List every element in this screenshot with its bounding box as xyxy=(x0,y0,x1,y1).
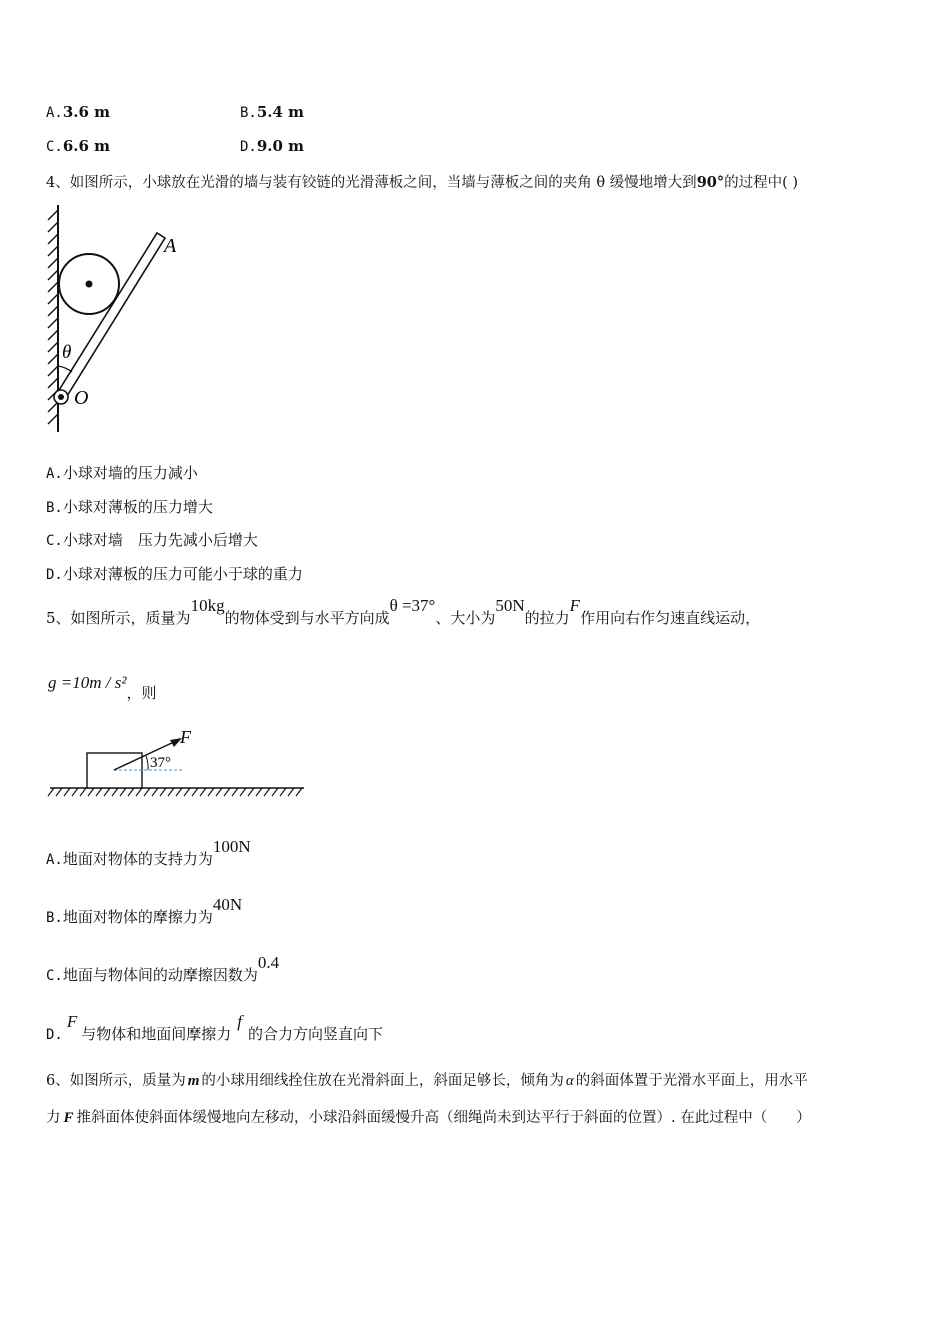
ball-center xyxy=(86,281,93,288)
option-label: C. xyxy=(46,139,63,155)
label-angle: 37° xyxy=(150,755,171,771)
q6-text-1a: 如图所示，质量为 xyxy=(69,1073,186,1089)
option-value: 100N xyxy=(212,837,251,856)
option-label: A. xyxy=(46,105,63,121)
q3-option-b xyxy=(240,103,304,121)
question-number: 6、 xyxy=(46,1073,70,1089)
q4-option-b xyxy=(46,496,213,517)
option-text: 地面对物体的支持力为 xyxy=(62,850,213,868)
q5-text-6: ，则 xyxy=(126,684,157,702)
question-number: 5、 xyxy=(46,609,71,627)
option-text: 小球对墙 压力先减小后增大 xyxy=(62,531,258,549)
q6-text-1b: 的小球用细线拴住放在光滑斜面上，斜面足够长，倾角为 xyxy=(201,1073,564,1089)
option-label: A. xyxy=(46,852,63,868)
q4-stem-text: 如图所示，小球放在光滑的墙与装有铰链的光滑薄板之间，当墙与薄板之间的夹角 θ 缓慢地增大到 xyxy=(69,175,697,191)
question-number: 4、 xyxy=(46,175,70,191)
q4-option-a xyxy=(46,462,198,483)
label-theta: θ xyxy=(62,342,72,363)
q6-force-symbol: F xyxy=(63,1110,74,1126)
q6-stem-line2 xyxy=(46,1106,811,1127)
label-o: O xyxy=(74,387,89,409)
q4-figure xyxy=(40,200,200,440)
ground-hatching xyxy=(48,788,304,796)
option-label: C. xyxy=(46,968,63,984)
q6-stem-line1 xyxy=(46,1069,808,1090)
q3-option-a xyxy=(46,103,110,121)
option-value: 40N xyxy=(212,895,243,914)
q4-stem xyxy=(46,171,798,192)
q3-option-c xyxy=(46,137,110,155)
option-text: 地面与物体间的动摩擦因数为 xyxy=(62,966,258,984)
option-value: 3.6 m xyxy=(62,103,111,121)
label-a: A xyxy=(164,235,177,257)
q5-option-d xyxy=(46,1012,384,1044)
q5-option-a xyxy=(46,837,251,869)
option-label: A. xyxy=(46,466,63,482)
option-value: 5.4 m xyxy=(256,103,305,121)
q6-alpha-symbol: α xyxy=(565,1073,574,1089)
label-f: F xyxy=(180,727,191,747)
q4-option-c xyxy=(46,529,258,550)
q5-text-2: 的物体受到与水平方向成 xyxy=(224,609,390,627)
option-value: 0.4 xyxy=(257,953,280,972)
option-text: 小球对薄板的压力可能小于球的重力 xyxy=(62,565,303,583)
q5-text-5: 作用向右作匀速直线运动， xyxy=(580,609,761,627)
q3-option-d xyxy=(240,137,304,155)
option-text: 地面对物体的摩擦力为 xyxy=(62,908,213,926)
q5-text-1: 如图所示，质量为 xyxy=(70,609,191,627)
option-value: 9.0 m xyxy=(256,137,305,155)
q5-force: 50N xyxy=(495,596,525,615)
q6-text-2a: 力 xyxy=(46,1110,61,1126)
option-text-2: 的合力方向竖直向下 xyxy=(248,1025,384,1043)
hinge-pin xyxy=(58,394,64,400)
q5-stem-line2 xyxy=(48,672,157,702)
q5-text-4: 的拉力 xyxy=(524,609,570,627)
q5-mass: 10kg xyxy=(190,596,225,615)
q6-text-2b: 推斜面体使斜面体缓慢地向左移动，小球沿斜面缓慢升高（细绳尚未到达平行于斜面的位置）. 在此过程中（ ） xyxy=(76,1110,811,1126)
q6-text-1c: 的斜面体置于光滑水平面上，用水平 xyxy=(575,1073,808,1089)
option-symbol-f: F xyxy=(66,1012,78,1031)
option-label: D. xyxy=(240,139,257,155)
option-value: 6.6 m xyxy=(62,137,111,155)
q5-angle: θ =37° xyxy=(389,596,436,615)
option-label: C. xyxy=(46,533,63,549)
q6-mass-symbol: m xyxy=(187,1073,200,1089)
q4-stem-angle: 90° xyxy=(696,174,725,191)
angle-arc xyxy=(58,366,72,372)
angle-arc xyxy=(146,756,148,770)
q4-option-d xyxy=(46,563,303,584)
option-label: D. xyxy=(46,567,63,583)
option-label: B. xyxy=(240,105,257,121)
q5-gravity: g =10m / s² xyxy=(48,673,127,692)
q5-option-c xyxy=(46,953,280,985)
option-label: D. xyxy=(46,1027,63,1043)
option-text: 小球对薄板的压力增大 xyxy=(62,498,213,516)
q5-stem-line1 xyxy=(46,596,761,628)
option-symbol-friction: f xyxy=(237,1012,242,1031)
option-label: B. xyxy=(46,500,63,516)
option-text: 与物体和地面间摩擦力 xyxy=(81,1025,232,1043)
q5-option-b xyxy=(46,895,243,927)
q5-text-3: 、大小为 xyxy=(435,609,496,627)
option-text: 小球对墙的压力减小 xyxy=(62,464,198,482)
q4-stem-end: 的过程中( ) xyxy=(724,175,799,191)
q5-force-symbol: F xyxy=(569,596,581,615)
q5-figure xyxy=(44,722,314,802)
option-label: B. xyxy=(46,910,63,926)
